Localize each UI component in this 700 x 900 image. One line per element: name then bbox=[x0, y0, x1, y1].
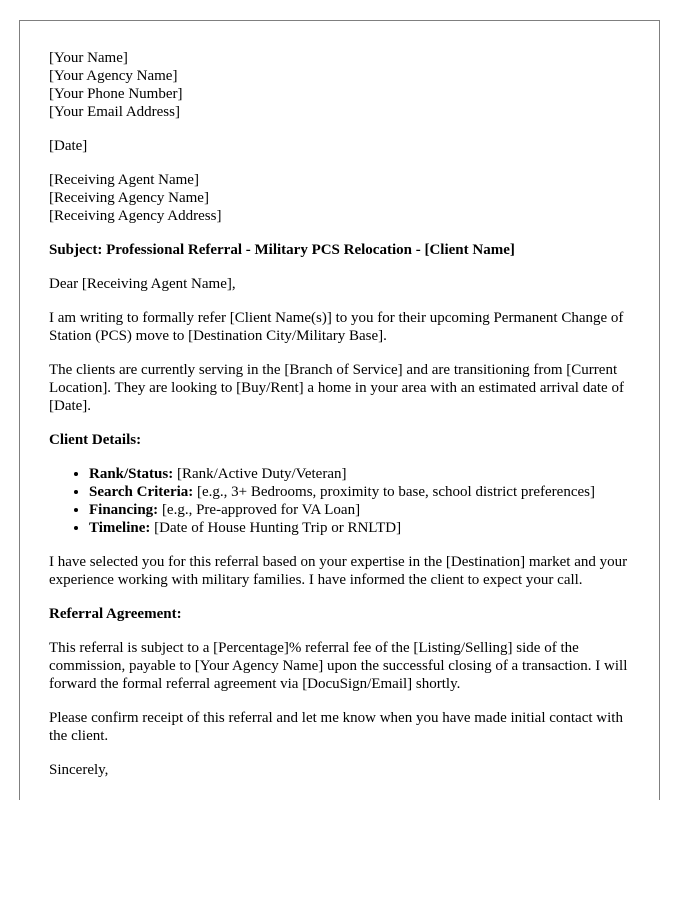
recipient-block bbox=[49, 171, 639, 225]
letter-body bbox=[49, 49, 639, 779]
sender-email: [Your Email Address] bbox=[49, 104, 180, 120]
detail-label: Financing: bbox=[89, 502, 159, 518]
detail-value: [Rank/Active Duty/Veteran] bbox=[173, 466, 347, 482]
sender-name: [Your Name] bbox=[49, 50, 128, 66]
detail-value: [e.g., Pre-approved for VA Loan] bbox=[158, 502, 361, 518]
agreement-paragraph: This referral is subject to a [Percentage]% referral fee of the [Listing/Selling] side of the commission, payable to [Your Agency Name] upon the successful closing of a transaction. I will forward the formal referral agreement via [DocuSign/Email] shortly. bbox=[49, 640, 628, 692]
sender-agency: [Your Agency Name] bbox=[49, 68, 178, 84]
list-item bbox=[89, 483, 639, 501]
confirm-paragraph: Please confirm receipt of this referral and let me know when you have made initial contact with the client. bbox=[49, 710, 623, 744]
service-paragraph: The clients are currently serving in the [Branch of Service] and are transitioning from [Current Location]. They are looking to [Buy/Rent] a home in your area with an estimated arrival date of [Date]. bbox=[49, 362, 624, 414]
salutation: Dear [Receiving Agent Name], bbox=[49, 276, 236, 292]
list-item bbox=[89, 519, 639, 537]
client-details-list bbox=[49, 465, 639, 537]
selection-paragraph: I have selected you for this referral based on your expertise in the [Destination] market and your experience working with military families. I have informed the client to expect your call. bbox=[49, 554, 628, 588]
referral-agreement-heading: Referral Agreement: bbox=[49, 606, 182, 622]
subject-line: Subject: Professional Referral - Military PCS Relocation - [Client Name] bbox=[49, 242, 515, 258]
closing: Sincerely, bbox=[49, 762, 109, 778]
list-item bbox=[89, 501, 639, 519]
intro-paragraph: I am writing to formally refer [Client Name(s)] to you for their upcoming Permanent Change of Station (PCS) move to [Destination City/Military Base]. bbox=[49, 310, 624, 344]
detail-label: Search Criteria: bbox=[89, 484, 194, 500]
detail-value: [Date of House Hunting Trip or RNLTD] bbox=[150, 520, 402, 536]
list-item bbox=[89, 465, 639, 483]
sender-block bbox=[49, 49, 639, 121]
detail-label: Timeline: bbox=[89, 520, 151, 536]
letter-date: [Date] bbox=[49, 138, 88, 154]
client-details-heading: Client Details: bbox=[49, 432, 142, 448]
sender-phone: [Your Phone Number] bbox=[49, 86, 183, 102]
recipient-agent: [Receiving Agent Name] bbox=[49, 172, 199, 188]
letter-page bbox=[19, 20, 660, 800]
detail-label: Rank/Status: bbox=[89, 466, 174, 482]
recipient-agency: [Receiving Agency Name] bbox=[49, 190, 209, 206]
detail-value: [e.g., 3+ Bedrooms, proximity to base, school district preferences] bbox=[193, 484, 595, 500]
recipient-address: [Receiving Agency Address] bbox=[49, 208, 222, 224]
